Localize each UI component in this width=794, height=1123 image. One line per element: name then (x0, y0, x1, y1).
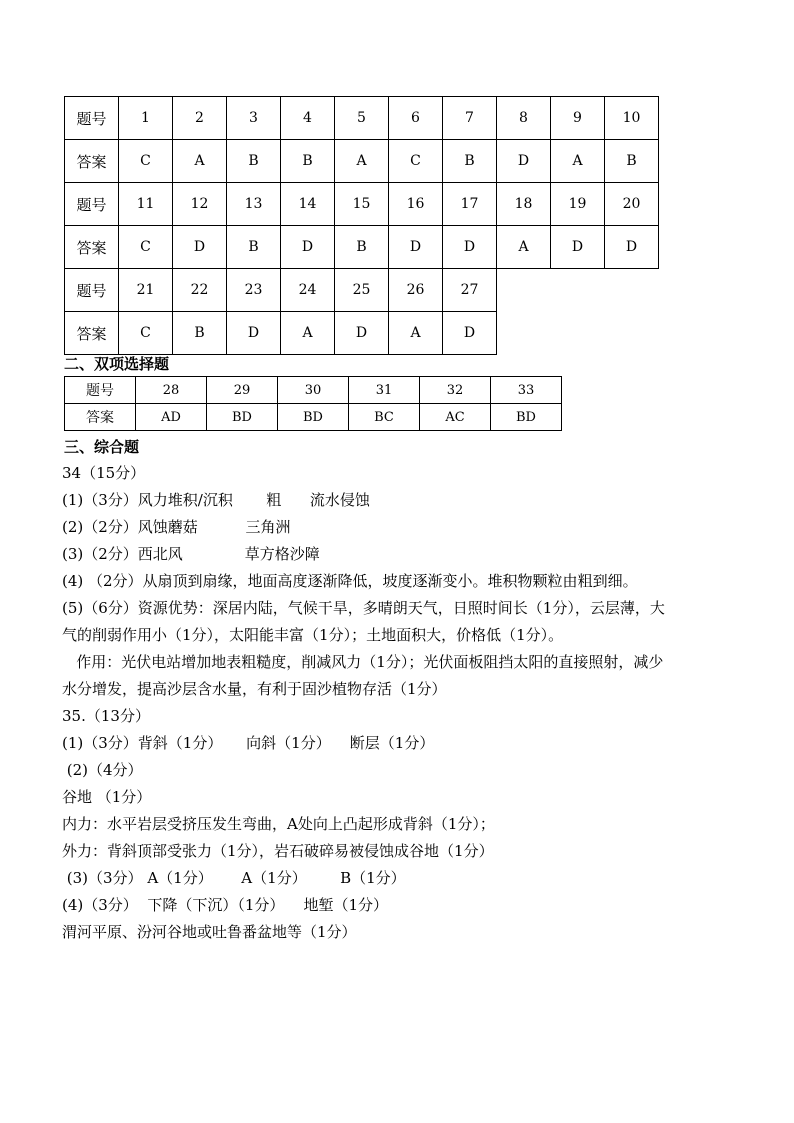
table-cell: BD (278, 404, 349, 431)
table-cell: 1 (119, 97, 173, 140)
table-cell: 23 (227, 269, 281, 312)
table-cell: 12 (173, 183, 227, 226)
row-label: 答案 (65, 404, 136, 431)
table-cell: 21 (119, 269, 173, 312)
answer-line: (2)（4分） (62, 761, 143, 779)
table-cell: C (119, 226, 173, 269)
table-cell: 13 (227, 183, 281, 226)
row-label: 题号 (65, 269, 119, 312)
row-label: 答案 (65, 140, 119, 183)
table-cell: A (281, 312, 335, 355)
answer-line: (5)（6分）资源优势：深居内陆，气候干旱，多晴朗天气，日照时间长（1分），云层薄，大 (62, 599, 665, 617)
answer-line: 35.（13分） (62, 707, 150, 725)
answer-line: (1)（3分）风力堆积/沉积 粗 流水侵蚀 (62, 491, 370, 509)
answer-line: 作用：光伏电站增加地表粗糙度，削减风力（1分）；光伏面板阻挡太阳的直接照射，减少 (62, 653, 664, 671)
table-cell: AC (420, 404, 491, 431)
answer-line: 水分增发，提高沙层含水量，有利于固沙植物存活（1分） (62, 680, 447, 698)
table-cell: 29 (207, 377, 278, 404)
table-cell: 19 (551, 183, 605, 226)
table-cell: 32 (420, 377, 491, 404)
table-cell: 4 (281, 97, 335, 140)
answer-line: 谷地 （1分） (62, 788, 152, 806)
table-cell: B (605, 140, 659, 183)
table-cell: 33 (491, 377, 562, 404)
table-cell: 15 (335, 183, 389, 226)
table-cell: 9 (551, 97, 605, 140)
table-cell: 11 (119, 183, 173, 226)
table-cell: BD (491, 404, 562, 431)
answer-line: 气的削弱作用小（1分），太阳能丰富（1分）；土地面积大，价格低（1分）。 (62, 626, 564, 644)
answer-line: 34（15分） (62, 464, 146, 482)
table-cell: 25 (335, 269, 389, 312)
table-cell: 2 (173, 97, 227, 140)
table-cell: BC (349, 404, 420, 431)
table-cell: 24 (281, 269, 335, 312)
row-label: 题号 (65, 183, 119, 226)
table-cell: 20 (605, 183, 659, 226)
answer-line: 渭河平原、汾河谷地或吐鲁番盆地等（1分） (62, 923, 357, 941)
answer-line: (4)（3分） 下降（下沉）（1分） 地堑（1分） (62, 896, 388, 914)
table-cell: 31 (349, 377, 420, 404)
table-cell: AD (136, 404, 207, 431)
row-label: 题号 (65, 377, 136, 404)
table-cell: D (173, 226, 227, 269)
answer-table-double-choice (64, 376, 562, 431)
table-cell: C (119, 140, 173, 183)
table-cell: 7 (443, 97, 497, 140)
table-cell: B (281, 140, 335, 183)
table-cell: C (119, 312, 173, 355)
answer-line: (3)（2分）西北风 草方格沙障 (62, 545, 320, 563)
table-cell: D (443, 312, 497, 355)
table-cell: D (389, 226, 443, 269)
table-cell: D (605, 226, 659, 269)
table-row (65, 377, 562, 404)
table-cell: B (173, 312, 227, 355)
answer-table-single-choice (64, 96, 659, 355)
table-cell: 8 (497, 97, 551, 140)
section-heading-double-choice: 二、双项选择题 (64, 355, 170, 373)
row-label: 答案 (65, 312, 119, 355)
table-cell: 30 (278, 377, 349, 404)
table-row (65, 404, 562, 431)
table-cell: D (227, 312, 281, 355)
answer-line: (3)（3分） A（1分） A（1分） B（1分） (62, 869, 406, 887)
table-cell: A (497, 226, 551, 269)
table-cell: 22 (173, 269, 227, 312)
answer-line: (2)（2分）风蚀蘑菇 三角洲 (62, 518, 291, 536)
table-cell: A (551, 140, 605, 183)
table-cell: 28 (136, 377, 207, 404)
table-row (65, 97, 659, 140)
section-heading-comprehensive: 三、综合题 (64, 438, 140, 456)
table-cell: 18 (497, 183, 551, 226)
table-row (65, 269, 659, 312)
table-cell: 5 (335, 97, 389, 140)
table-cell: C (389, 140, 443, 183)
table-cell: B (335, 226, 389, 269)
table-cell: 16 (389, 183, 443, 226)
table-row (65, 183, 659, 226)
table-cell: D (335, 312, 389, 355)
table-cell: D (443, 226, 497, 269)
table-cell: 27 (443, 269, 497, 312)
table-cell: 26 (389, 269, 443, 312)
answer-line: 内力：水平岩层受挤压发生弯曲，A处向上凸起形成背斜（1分）； (62, 815, 495, 833)
table-cell: B (227, 226, 281, 269)
row-label: 答案 (65, 226, 119, 269)
row-label: 题号 (65, 97, 119, 140)
table-cell: D (551, 226, 605, 269)
answer-line: (4) （2分）从扇顶到扇缘，地面高度逐渐降低，坡度逐渐变小。堆积物颗粒由粗到细。 (62, 572, 638, 590)
table-cell: B (227, 140, 281, 183)
table-cell: 6 (389, 97, 443, 140)
table-cell: 10 (605, 97, 659, 140)
table-cell: 17 (443, 183, 497, 226)
table-cell: 3 (227, 97, 281, 140)
table-cell: A (173, 140, 227, 183)
table-row (65, 226, 659, 269)
table-cell: A (389, 312, 443, 355)
table-cell: BD (207, 404, 278, 431)
table-cell: A (335, 140, 389, 183)
answer-line: (1)（3分）背斜（1分） 向斜（1分） 断层（1分） (62, 734, 435, 752)
answer-line: 外力：背斜顶部受张力（1分），岩石破碎易被侵蚀成谷地（1分） (62, 842, 494, 860)
table-cell: D (281, 226, 335, 269)
table-cell: D (497, 140, 551, 183)
table-cell: 14 (281, 183, 335, 226)
table-row (65, 312, 659, 355)
table-cell: B (443, 140, 497, 183)
table-row (65, 140, 659, 183)
